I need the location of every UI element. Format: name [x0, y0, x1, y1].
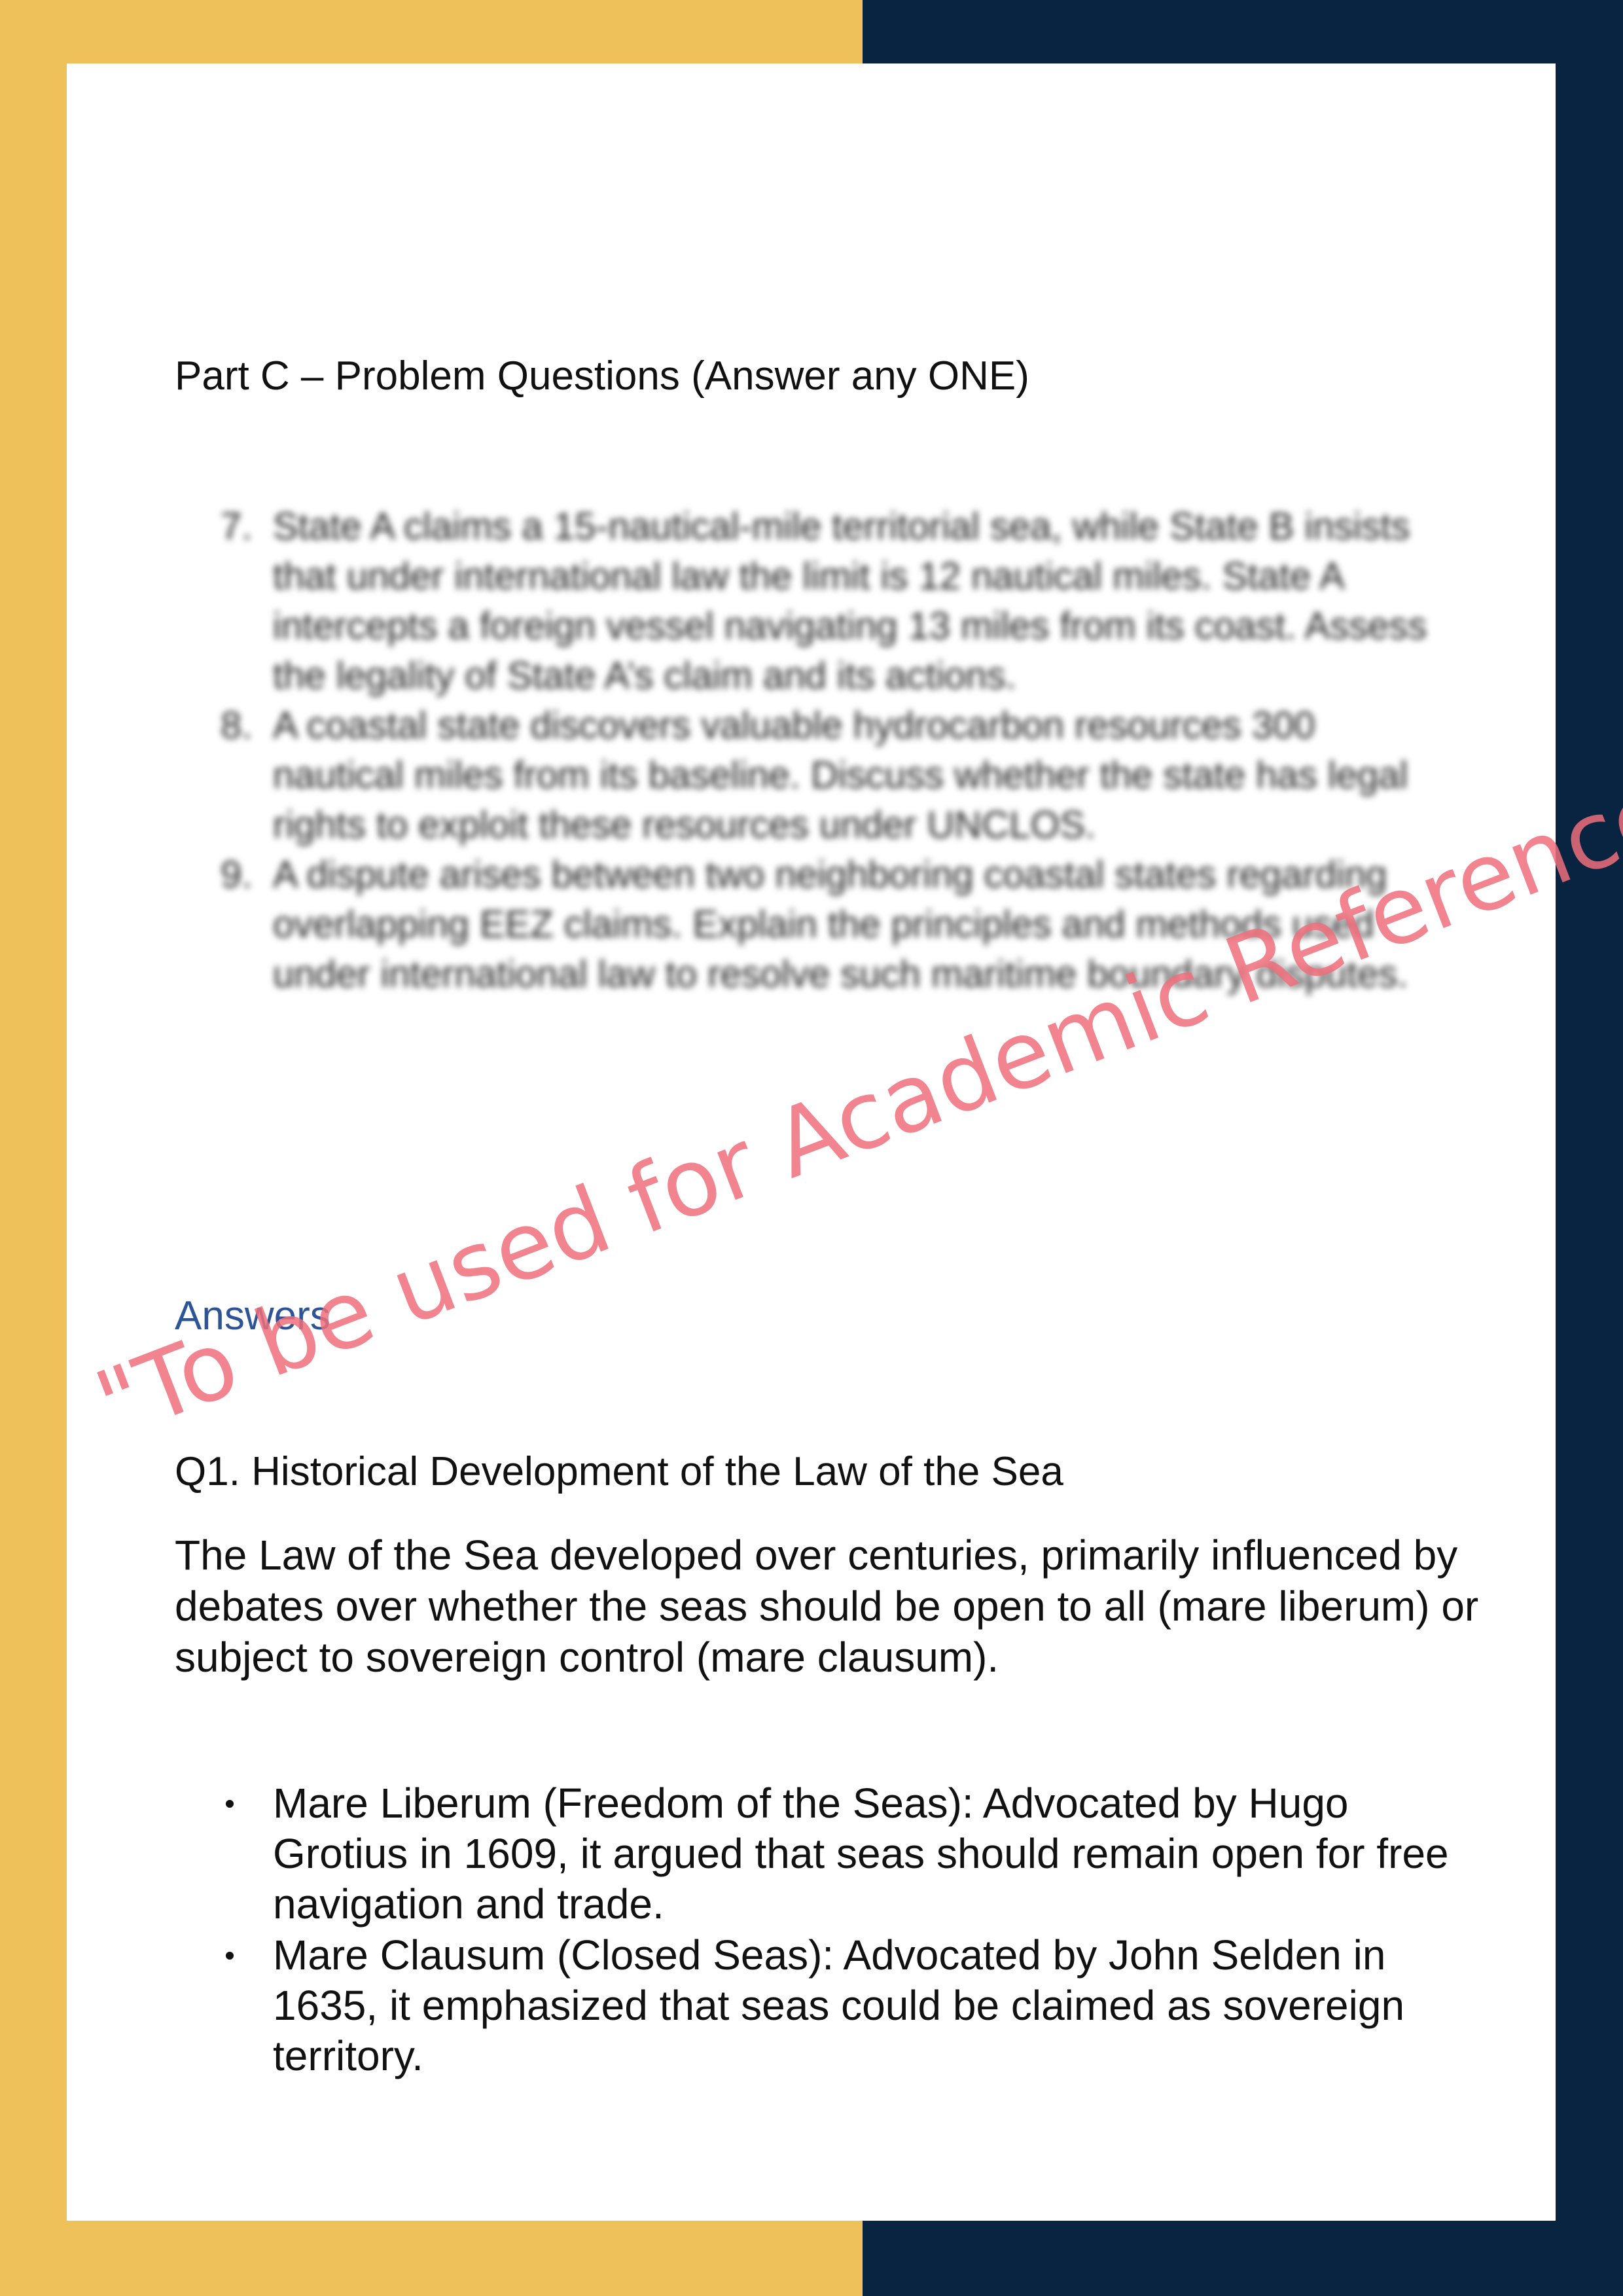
question-text: A dispute arises between two neighboring coastal states regarding overlapping EEZ claims. Explain the principles and methods used under international law to resolve such maritime boundary disputes.	[273, 853, 1408, 996]
question-text: A coastal state discovers valuable hydrocarbon resources 300 nautical miles from its baseline. Discuss whether the state has legal rights to exploit these resources under UNCLOS.	[273, 704, 1408, 846]
answers-heading: Answers	[175, 1293, 330, 1338]
bullet-icon	[226, 1952, 234, 1960]
q1-title: Q1. Historical Development of the Law of the Sea	[175, 1449, 1063, 1494]
bullet-text: Mare Clausum (Closed Seas): Advocated by John Selden in 1635, it emphasized that seas could be claimed as sovereign territory.	[273, 1931, 1405, 2079]
q1-paragraph: The Law of the Sea developed over centuries, primarily influenced by debates over whether the seas should be open to all (mare liberum) or subject to sovereign control (mare clausum).	[175, 1532, 1479, 1681]
list-item	[175, 850, 1451, 999]
q1-bullet-list	[175, 1778, 1451, 2082]
question-text: State A claims a 15-nautical-mile territorial sea, while State B insists that under international law the limit is 12 nautical miles. State A intercepts a foreign vessel navigating 13 miles from its coast. Assess the legality of State A’s claim and its actions.	[273, 505, 1427, 697]
question-number: 7.	[221, 505, 253, 548]
part-c-title: Part C – Problem Questions (Answer any ONE)	[175, 353, 1029, 399]
bullet-icon	[226, 1800, 234, 1808]
list-item	[175, 502, 1451, 701]
question-number: 9.	[221, 853, 253, 896]
list-item	[175, 701, 1451, 850]
problem-questions-list	[175, 502, 1451, 999]
list-item	[175, 1778, 1451, 1929]
question-number: 8.	[221, 704, 253, 747]
document-page	[67, 63, 1556, 2221]
list-item	[175, 1930, 1451, 2081]
bullet-text: Mare Liberum (Freedom of the Seas): Advocated by Hugo Grotius in 1609, it argued that seas should remain open for free navigation and trade.	[273, 1780, 1449, 1928]
watermark-text: "To be used for Academic Reference	[82, 757, 1623, 1460]
